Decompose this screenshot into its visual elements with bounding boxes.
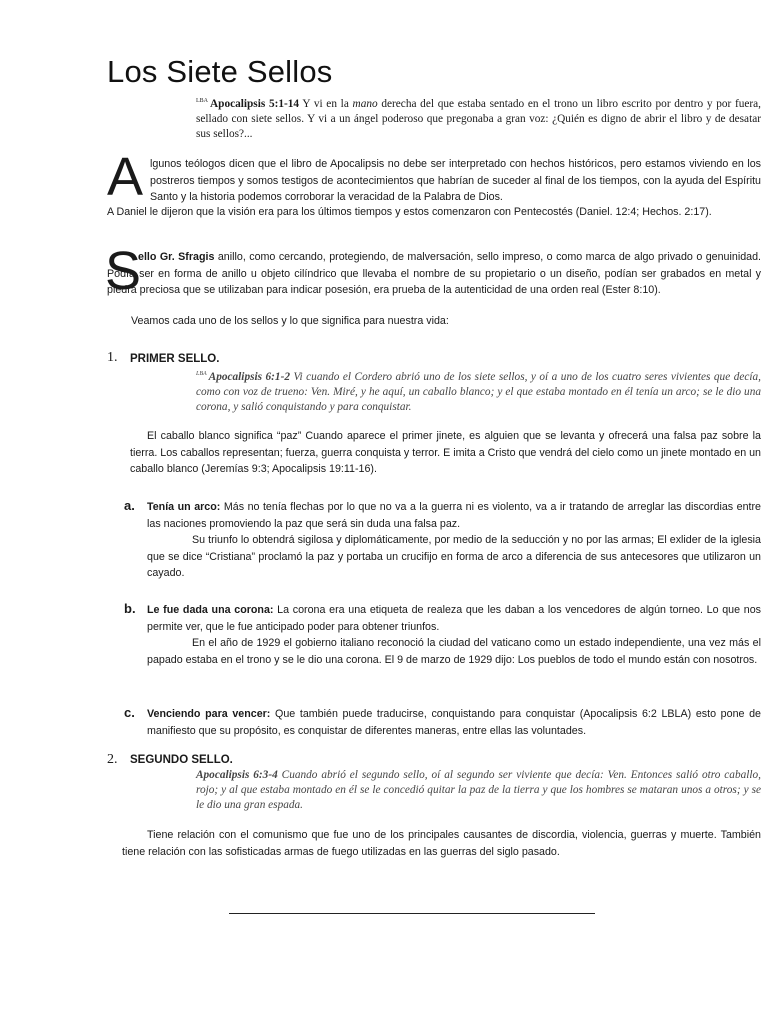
item-a-letter: a.: [124, 498, 135, 513]
dropcap-a: A: [107, 147, 144, 207]
section2-body: Tiene relación con el comunismo que fue uno de los principales causantes de discordia, violencia, guerras y muerte. También tiene relación con las sofisticadas armas de fuego utilizadas en las guerras del siglo pasado.: [122, 829, 761, 858]
paragraph-a-continuation: A Daniel le dijeron que la visión era para los últimos tiempos y estos comenzaron con Pentecostés (Daniel. 12:4; Hechos. 2:17).: [107, 206, 712, 218]
item-c-letter: c.: [124, 705, 135, 720]
verse-reference: Apocalipsis 5:1-14: [210, 97, 300, 110]
item-c-text: Venciendo para vencer: Que también puede traducirse, conquistando para conquistar (Apocalipsis 6:2 LBLA) esto pone de manifiesto que su propósito, es conquistar de diferentes maneras, entre ellas las voluntades.: [147, 708, 761, 737]
item-a-text: Tenía un arco: Más no tenía flechas por lo que no va a la guerra ni es violento, va a ir tratando de arreglar las discordias entre las naciones promoviendo la paz que será sin duda una falsa paz. Su triunfo lo obtendrá sigilosa y diplomáticamente, por medio de la seducción y no por las armas; El exlider de la iglesia que se dice “Cristiana” proclamó la paz y portaba un crucifijo en forma de arco a diferencia de sus antecesores que utilizaron un cayado.: [147, 501, 761, 579]
dropcap-s: S: [105, 241, 142, 301]
page-title: Los Siete Sellos: [107, 54, 333, 89]
section1-verse-reference: Apocalipsis 6:1-2: [208, 370, 290, 383]
section1-verse: $^{LBA}$ Apocalipsis 6:1-2 Vi cuando el Cordero abrió uno de los siete sellos, y oí a uno de los cuatro seres vivientes que decía, como con voz de trueno: Ven. Miré, y he aquí, un caballo blanco; y el que estaba montado en él tenía un arco; se le dio una corona, y salió conquistando y para conquistar.: [196, 370, 761, 413]
section2-verse: Apocalipsis 6:3-4 Cuando abrió el segundo sello, oí al segundo ser viviente que decía: Ven. Entonces salió otro caballo, rojo; y al que estaba montado en él se le concedió quitar la paz de la tierra y que los hombres se mataran unos a otros; y se le dio una gran espada.: [196, 769, 761, 811]
section2-heading: SEGUNDO SELLO.: [130, 754, 233, 766]
section2-verse-reference: Apocalipsis 6:3-4: [196, 769, 278, 781]
section1-heading: PRIMER SELLO.: [130, 353, 220, 365]
section1-number: 1.: [107, 350, 118, 365]
paragraph-s-intro-line: Veamos cada uno de los sellos y lo que significa para nuestra vida:: [131, 315, 449, 327]
intro-verse: $^{LBA}$ Apocalipsis 5:1-14 Y vi en la mano derecha del que estaba sentado en el trono un libro escrito por dentro y por fuera, sellado con siete sellos. Y vi a un ángel poderoso que pregonaba a gran voz: ¿Quién es digno de abrir el libro y de desatar sus sellos?...: [196, 97, 761, 140]
paragraph-a: lgunos teólogos dicen que el libro de Apocalipsis no debe ser interpretado con hechos históricos, pero estamos viviendo en los postreros tiempos y somos testigos de acontecimientos que habrían de suceder al final de los tiempos, con la ayuda del Espíritu Santo y la historia podemos corroborar la veracidad de la Palabra de Dios.: [150, 158, 761, 203]
item-b-text: Le fue dada una corona: La corona era una etiqueta de realeza que les daban a los vencedores de algún torneo. Lo que nos permite ver, que le fue anticipado poder para obtener triunfos. En el año de 1929 el gobierno italiano reconoció la ciudad del vaticano como un estado independiente, una vez más el papado estaba en el trono y se le dio una corona. El 9 de marzo de 1929 dijo: Los pueblos de todo el mundo están con nosotros.: [147, 604, 761, 666]
verse-version: LBA: [196, 98, 208, 104]
paragraph-s: ello Gr. Sfragis anillo, como cercando, protegiendo, de malversación, sello impreso, o como marca de algo privado o genuinidad. Podía ser en forma de anillo u objeto cilíndrico que llevaba el nombre de su propietario o un diseño, podían ser grabados en metal y piedra preciosa que se utilizaban para indicar posesión, era prueba de la autenticidad de una orden real (Ester 8:10).: [107, 251, 761, 296]
section2-number: 2.: [107, 752, 118, 767]
footer-rule: [229, 913, 595, 914]
item-b-letter: b.: [124, 601, 136, 616]
section1-body: El caballo blanco significa “paz” Cuando aparece el primer jinete, es alguien que se levanta y ofrecerá una falsa paz sobre la tierra. Los caballos representan; fuerza, guerra conquista y terror. E imita a Cristo que vendrá del cielo como un jinete montado en un caballo blanco (Jeremías 9:3; Apocalipsis 19:11-16).: [130, 430, 761, 475]
sfragis-term: ello Gr. Sfragis: [138, 251, 215, 263]
